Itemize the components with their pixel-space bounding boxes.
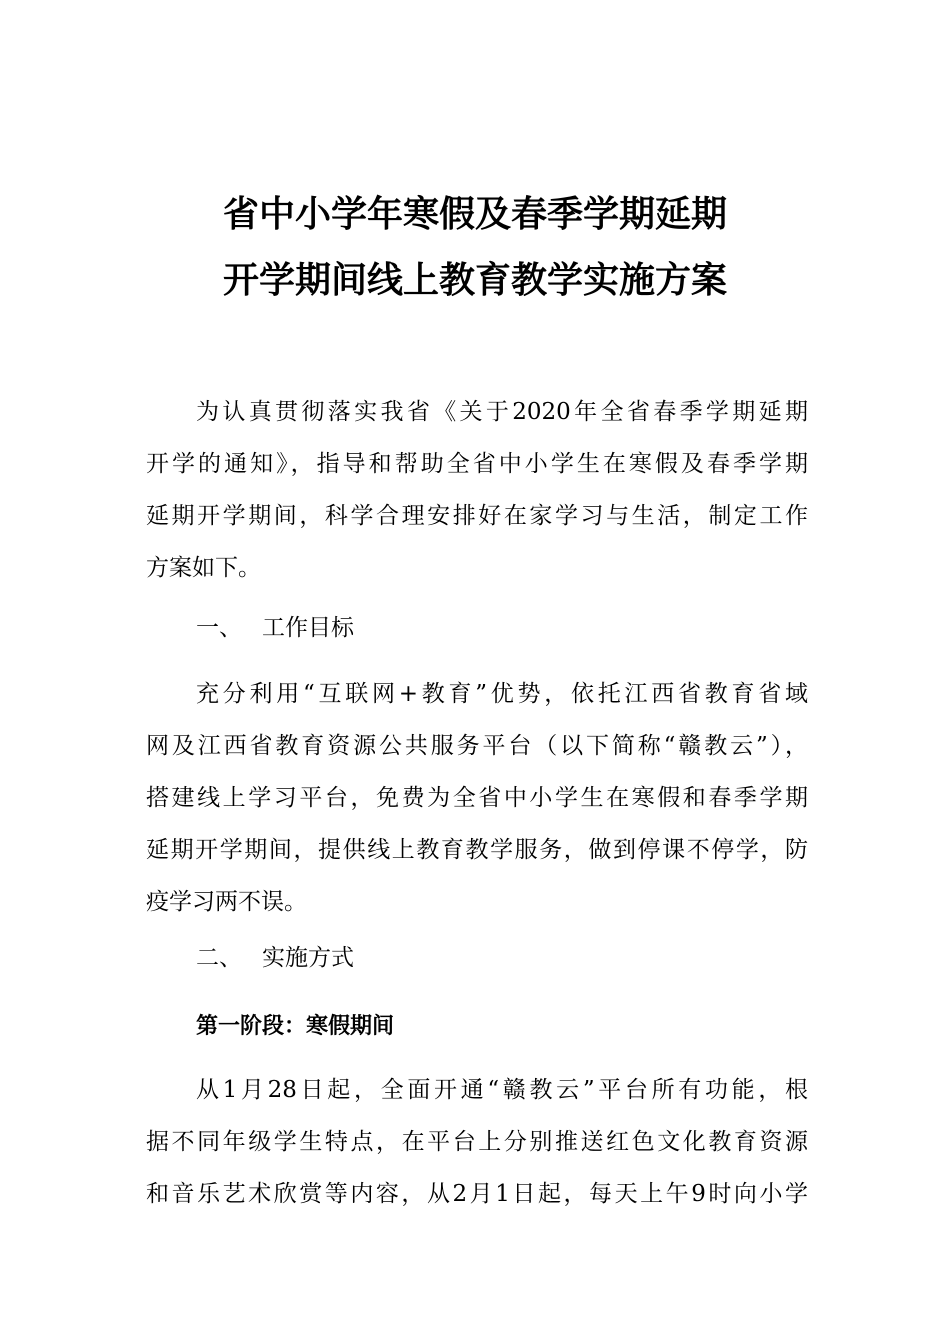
section-heading-2	[196, 938, 354, 978]
document-title-line-1: 省中小学年寒假及春季学期延期	[222, 193, 727, 235]
paragraph-line: 从1月28日起，全面开通“赣教云”平台所有功能，根	[196, 1077, 808, 1103]
section-1-paragraph	[146, 668, 808, 928]
section-title: 工作目标	[262, 615, 354, 641]
document-title-line-2: 开学期间线上教育教学实施方案	[222, 259, 727, 301]
paragraph-line: 充分利用“互联网+教育”优势，依托江西省教育省域	[196, 681, 808, 707]
stage-heading: 第一阶段：寒假期间	[196, 1013, 395, 1039]
paragraph-line: 延期开学期间，提供线上教育教学服务，做到停课不停学，防	[146, 837, 808, 863]
paragraph-line: 为认真贯彻落实我省《关于2020年全省春季学期延期	[196, 399, 808, 425]
paragraph-line: 开学的通知》，指导和帮助全省中小学生在寒假及春季学期	[146, 451, 808, 477]
paragraph-line: 搭建线上学习平台，免费为全省中小学生在寒假和春季学期	[146, 785, 808, 811]
paragraph-line: 方案如下。	[146, 555, 261, 581]
section-number: 一、	[196, 615, 242, 641]
paragraph-line: 和音乐艺术欣赏等内容，从2月1日起，每天上午9时向小学	[146, 1181, 808, 1207]
paragraph-line: 网及江西省教育资源公共服务平台（以下简称“赣教云”），	[146, 733, 808, 759]
section-2-paragraph	[146, 1064, 808, 1220]
section-number: 二、	[196, 945, 242, 971]
paragraph-line: 延期开学期间，科学合理安排好在家学习与生活，制定工作	[146, 503, 808, 529]
paragraph-line: 据不同年级学生特点，在平台上分别推送红色文化教育资源	[146, 1129, 808, 1155]
section-heading-1	[196, 608, 354, 648]
intro-paragraph	[146, 386, 808, 594]
paragraph-line: 疫学习两不误。	[146, 889, 307, 915]
section-title: 实施方式	[262, 945, 354, 971]
